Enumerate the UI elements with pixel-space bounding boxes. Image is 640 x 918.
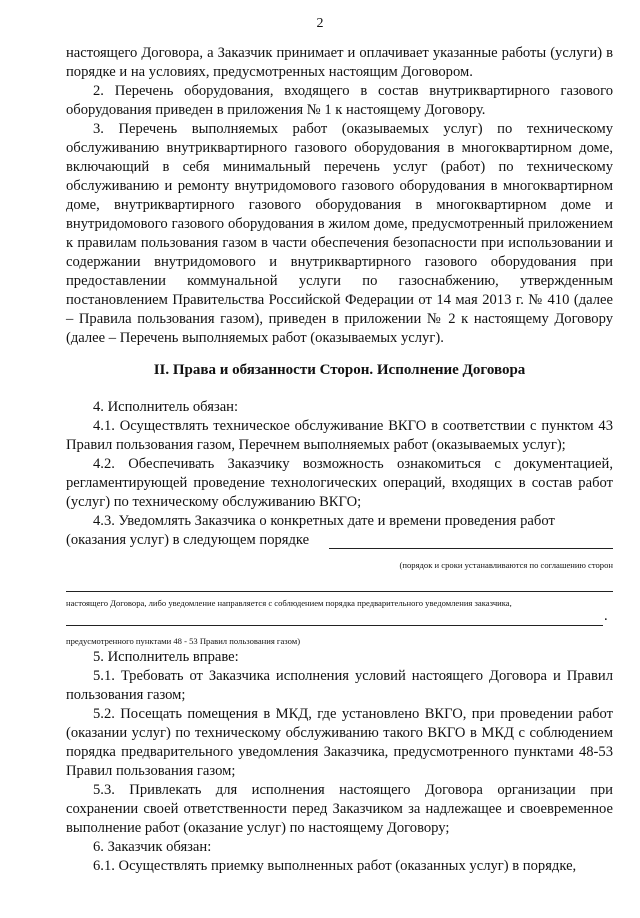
paragraph-5-3: 5.3. Привлекать для исполнения настоящего Договора организации при сохранении своей ответственности перед Заказчиком за надлежащее и своевременное выполнение работ (оказание услуг) по настоящему Договору;: [66, 782, 613, 836]
paragraph-5: 5. Исполнитель вправе:: [93, 649, 239, 665]
footnote-line-2: настоящего Договора, либо уведомление направляется с соблюдением порядка предварительного уведомления заказчика,: [66, 598, 512, 608]
footnote-line-1: (порядок и сроки устанавливаются по соглашению сторон: [399, 560, 613, 570]
footnote-line-end: .: [604, 608, 608, 624]
paragraph-5-2: 5.2. Посещать помещения в МКД, где установлено ВКГО, при проведении работ (оказании услуг) по техническому обслуживанию такого ВКГО в МКД с соблюдением порядка предварительного уведомления Заказчика, предусмотренного пунктами 48-53 Правил пользования газом;: [66, 706, 613, 779]
paragraph-1-end: настоящего Договора, а Заказчик принимает и оплачивает указанные работы (услуги) в порядке и на условиях, предусмотренных настоящим Договором.: [66, 45, 613, 80]
paragraph-6: 6. Заказчик обязан:: [93, 839, 212, 855]
section-heading: II. Права и обязанности Сторон. Исполнение Договора: [153, 362, 526, 378]
section-2-body-a: [66, 398, 613, 531]
paragraph-5-1: 5.1. Требовать от Заказчика исполнения условий настоящего Договора и Правил пользования газом;: [66, 668, 613, 703]
section-2-body-b: [66, 648, 613, 876]
paragraph-4-3-line1: 4.3. Уведомлять Заказчика о конкретных дате и времени проведения работ: [93, 513, 555, 529]
paragraph-4-1: 4.1. Осуществлять техническое обслуживание ВКГО в соответствии с пунктом 43 Правил пользования газом, Перечнем выполняемых работ (оказываемых услуг);: [66, 418, 613, 453]
footnote-line-3: предусмотренного пунктами 48 - 53 Правил пользования газом): [66, 636, 301, 646]
page-number: 2: [316, 16, 324, 31]
fill-in-line: [66, 591, 613, 592]
block-continuation: [66, 44, 613, 348]
paragraph-4-3-line2: (оказания услуг) в следующем порядке: [66, 532, 310, 548]
fill-in-line: [66, 625, 603, 626]
paragraph-4: 4. Исполнитель обязан:: [93, 399, 239, 415]
paragraph-6-1: 6.1. Осуществлять приемку выполненных работ (оказанных услуг) в порядке,: [93, 858, 577, 874]
fill-in-line: [329, 548, 613, 549]
paragraph-4-2: 4.2. Обеспечивать Заказчику возможность ознакомиться с документацией, регламентирующей проведение технологических операций, входящих в состав работ (услуг) по техническому обслуживанию ВКГО;: [66, 456, 613, 510]
paragraph-2: 2. Перечень оборудования, входящего в состав внутриквартирного газового оборудования приведен в приложения № 1 к настоящему Договору.: [66, 83, 613, 118]
paragraph-3: 3. Перечень выполняемых работ (оказываемых услуг) по техническому обслуживанию внутриквартирного газового оборудования в многоквартирном доме, включающий в себя минимальный перечень услуг (работ) по техническому обслуживанию и ремонту внутридомового газового оборудования в многоквартирном доме, внутриквартирного газового оборудования в многоквартирном доме и внутридомового газового оборудования в жилом доме, предусмотренный приложением к правилам пользования газом в части обеспечения безопасности при использовании и содержании внутридомового и внутриквартирного газового оборудования при предоставлении коммунальной услуги по газоснабжению, утвержденным постановлением Правительства Российской Федерации от 14 мая 2013 г. № 410 (далее – Правила пользования газом), приведен в приложении № 2 к настоящему Договору (далее – Перечень выполняемых работ (оказываемых услуг).: [66, 121, 613, 346]
